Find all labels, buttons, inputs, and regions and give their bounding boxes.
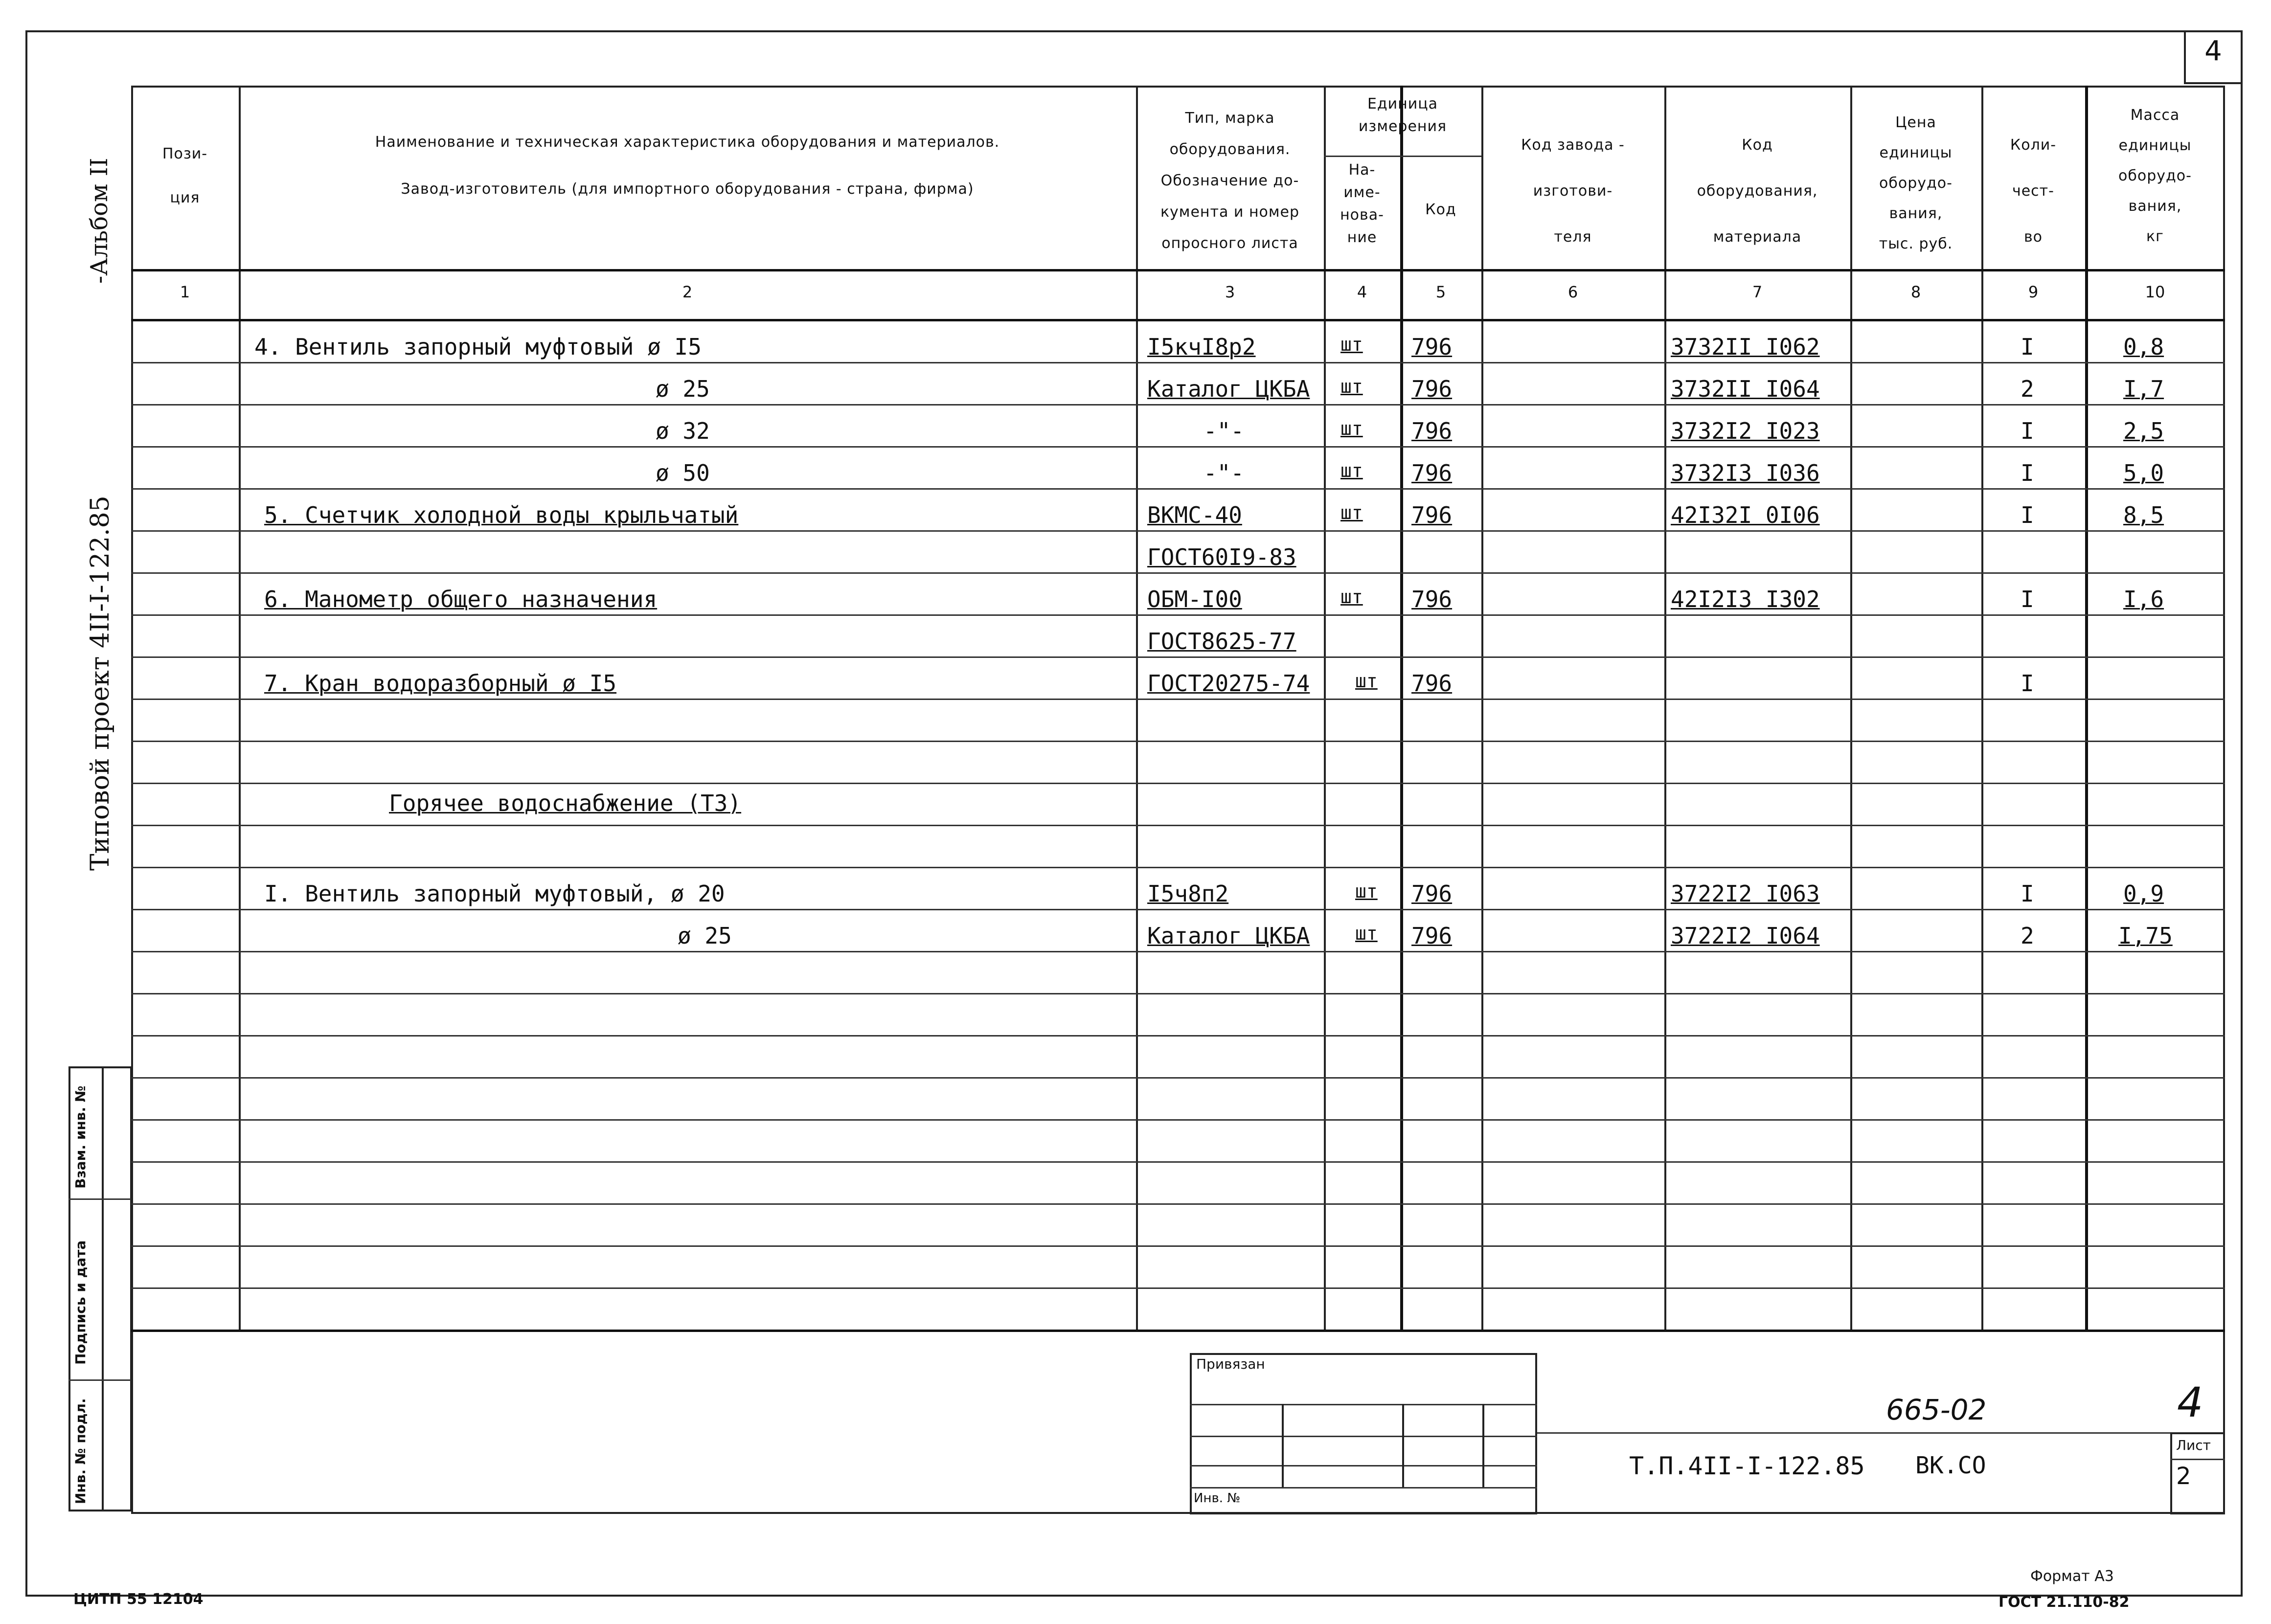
item-type: ВКМС-40 (1147, 502, 1242, 528)
doc-mark: ВК.СО (1915, 1452, 1986, 1479)
footer-format: Формат А3 (2030, 1568, 2114, 1585)
stamp-inv-orig: Инв. № подл. (72, 1398, 89, 1504)
item-eq-code: 42I2I3 I302 (1671, 586, 1820, 612)
item-eq-code: 3732II I062 (1671, 334, 1820, 360)
item-mass: 0,9 (2123, 880, 2164, 907)
item-name: ø 25 (678, 923, 732, 949)
header-col6: Код завода - изготови- теля (1521, 136, 1625, 246)
item-type: I5кчI8р2 (1147, 334, 1256, 360)
item-type: -"- (1204, 418, 1245, 444)
header-col4: На- име- нова- ние (1340, 161, 1384, 246)
item-unit-code: 796 (1411, 923, 1453, 949)
item-unit-code: 796 (1411, 880, 1453, 907)
handwritten-number: 665-02 (1886, 1393, 1987, 1426)
item-unit: шт (1340, 376, 1363, 397)
album-label: -Альбом II (86, 158, 113, 284)
item-unit-code: 796 (1411, 334, 1453, 360)
item-mass: I,6 (2123, 586, 2164, 612)
list-label: Лист (2176, 1437, 2211, 1453)
header-col8: Цена единицы оборудо- вания, тыс. руб. (1879, 114, 1953, 252)
item-qty: 2 (2021, 376, 2034, 402)
item-eq-code: 3732I3 I036 (1671, 460, 1820, 486)
item-qty: I (2021, 418, 2034, 444)
privyazan-label: Привязан (1196, 1356, 1265, 1372)
item-qty: I (2021, 880, 2034, 907)
footer-gost: ГОСТ 21.110-82 (1998, 1594, 2130, 1611)
footer-left: ЦИТП 55 12104 (73, 1591, 204, 1608)
item-unit: шт (1340, 418, 1363, 439)
col-number: 3 (1225, 283, 1235, 301)
header-col2-line1: Наименование и техническая характеристика оборудования и материалов. (375, 134, 1000, 151)
item-type: ГОСТ20275-74 (1147, 670, 1310, 697)
item-mass: 0,8 (2123, 334, 2164, 360)
item-name: I. Вентиль запорный муфтовый, ø 20 (264, 880, 725, 907)
header-col1: Пози- ция (162, 145, 208, 206)
col-number: 10 (2145, 283, 2165, 301)
header-col3: Тип, марка оборудования. Обозначение до- кумента и номер опросного листа (1160, 110, 1300, 252)
section-heading: Горячее водоснабжение (Т3) (389, 790, 742, 816)
stamp-vzam-inv: Взам. инв. № (72, 1085, 89, 1189)
item-eq-code: 3732II I064 (1671, 376, 1820, 402)
stamp-sign-date: Подпись и дата (72, 1240, 89, 1365)
item-name: ø 32 (656, 418, 710, 444)
item-type: Каталог ЦКБА (1147, 923, 1310, 949)
header-col10: Масса единицы оборудо- вания, кг (2118, 107, 2192, 245)
col-number: 8 (1910, 283, 1921, 301)
col-number: 5 (1435, 283, 1446, 301)
item-eq-code: 3722I2 I064 (1671, 923, 1820, 949)
item-unit: шт (1355, 670, 1378, 692)
privyazan-box (1190, 1353, 1537, 1514)
item-name: ø 50 (656, 460, 710, 486)
header-col9: Коли- чест- во (2010, 136, 2057, 246)
item-unit-code: 796 (1411, 586, 1453, 612)
item-type: Каталог ЦКБА (1147, 376, 1310, 402)
item-type: ГОСТ8625-77 (1147, 628, 1296, 654)
item-eq-code: 42I32I 0I06 (1671, 502, 1820, 528)
inv-no-label: Инв. № (1194, 1491, 1241, 1506)
item-mass: 5,0 (2123, 460, 2164, 486)
col-number: 6 (1567, 283, 1578, 301)
col-number: 9 (2028, 283, 2039, 301)
col-number: 2 (682, 283, 693, 301)
item-type: -"- (1204, 460, 1245, 486)
item-mass: I,75 (2118, 923, 2173, 949)
item-unit: шт (1340, 586, 1363, 608)
item-qty: I (2021, 334, 2034, 360)
item-unit-code: 796 (1411, 460, 1453, 486)
corner-number: 4 (2204, 35, 2222, 67)
item-qty: 2 (2021, 923, 2034, 949)
item-unit: шт (1340, 334, 1363, 355)
item-type: ГОСТ60I9-83 (1147, 544, 1296, 570)
item-unit-code: 796 (1411, 418, 1453, 444)
project-label: Типовой проект 4II-I-122.85 (86, 496, 115, 871)
item-name: 6. Манометр общего назначения (264, 586, 658, 612)
item-qty: I (2021, 460, 2034, 486)
item-unit: шт (1355, 923, 1378, 944)
item-eq-code: 3722I2 I063 (1671, 880, 1820, 907)
item-qty: I (2021, 502, 2034, 528)
item-unit-code: 796 (1411, 376, 1453, 402)
item-mass: I,7 (2123, 376, 2164, 402)
item-eq-code: 3732I2 I023 (1671, 418, 1820, 444)
header-col5: Код (1425, 201, 1456, 218)
item-unit: шт (1355, 880, 1378, 902)
item-mass: 8,5 (2123, 502, 2164, 528)
item-name: 5. Счетчик холодной воды крыльчатый (264, 502, 739, 528)
designation: Т.П.4II-I-122.85 (1629, 1452, 1865, 1480)
item-name: 4. Вентиль запорный муфтовый ø I5 (254, 334, 702, 360)
item-mass: 2,5 (2123, 418, 2164, 444)
col-number: 1 (180, 283, 190, 301)
item-type: ОБМ-I00 (1147, 586, 1242, 612)
item-name: 7. Кран водоразборный ø I5 (264, 670, 617, 697)
header-col7: Код оборудования, материала (1697, 136, 1818, 246)
list-number: 2 (2176, 1463, 2191, 1490)
item-unit: шт (1340, 502, 1363, 523)
item-qty: I (2021, 586, 2034, 612)
item-unit-code: 796 (1411, 670, 1453, 697)
item-unit: шт (1340, 460, 1363, 481)
item-unit-code: 796 (1411, 502, 1453, 528)
col-number: 7 (1752, 283, 1763, 301)
sheet-number-large: 4 (2177, 1378, 2203, 1426)
item-type: I5ч8п2 (1147, 880, 1229, 907)
item-qty: I (2021, 670, 2034, 697)
item-name: ø 25 (656, 376, 710, 402)
header-col2-line2: Завод-изготовитель (для импортного оборудования - страна, фирма) (401, 180, 974, 198)
col-number: 4 (1357, 283, 1367, 301)
header-col45: Единица измерения (1358, 95, 1447, 135)
